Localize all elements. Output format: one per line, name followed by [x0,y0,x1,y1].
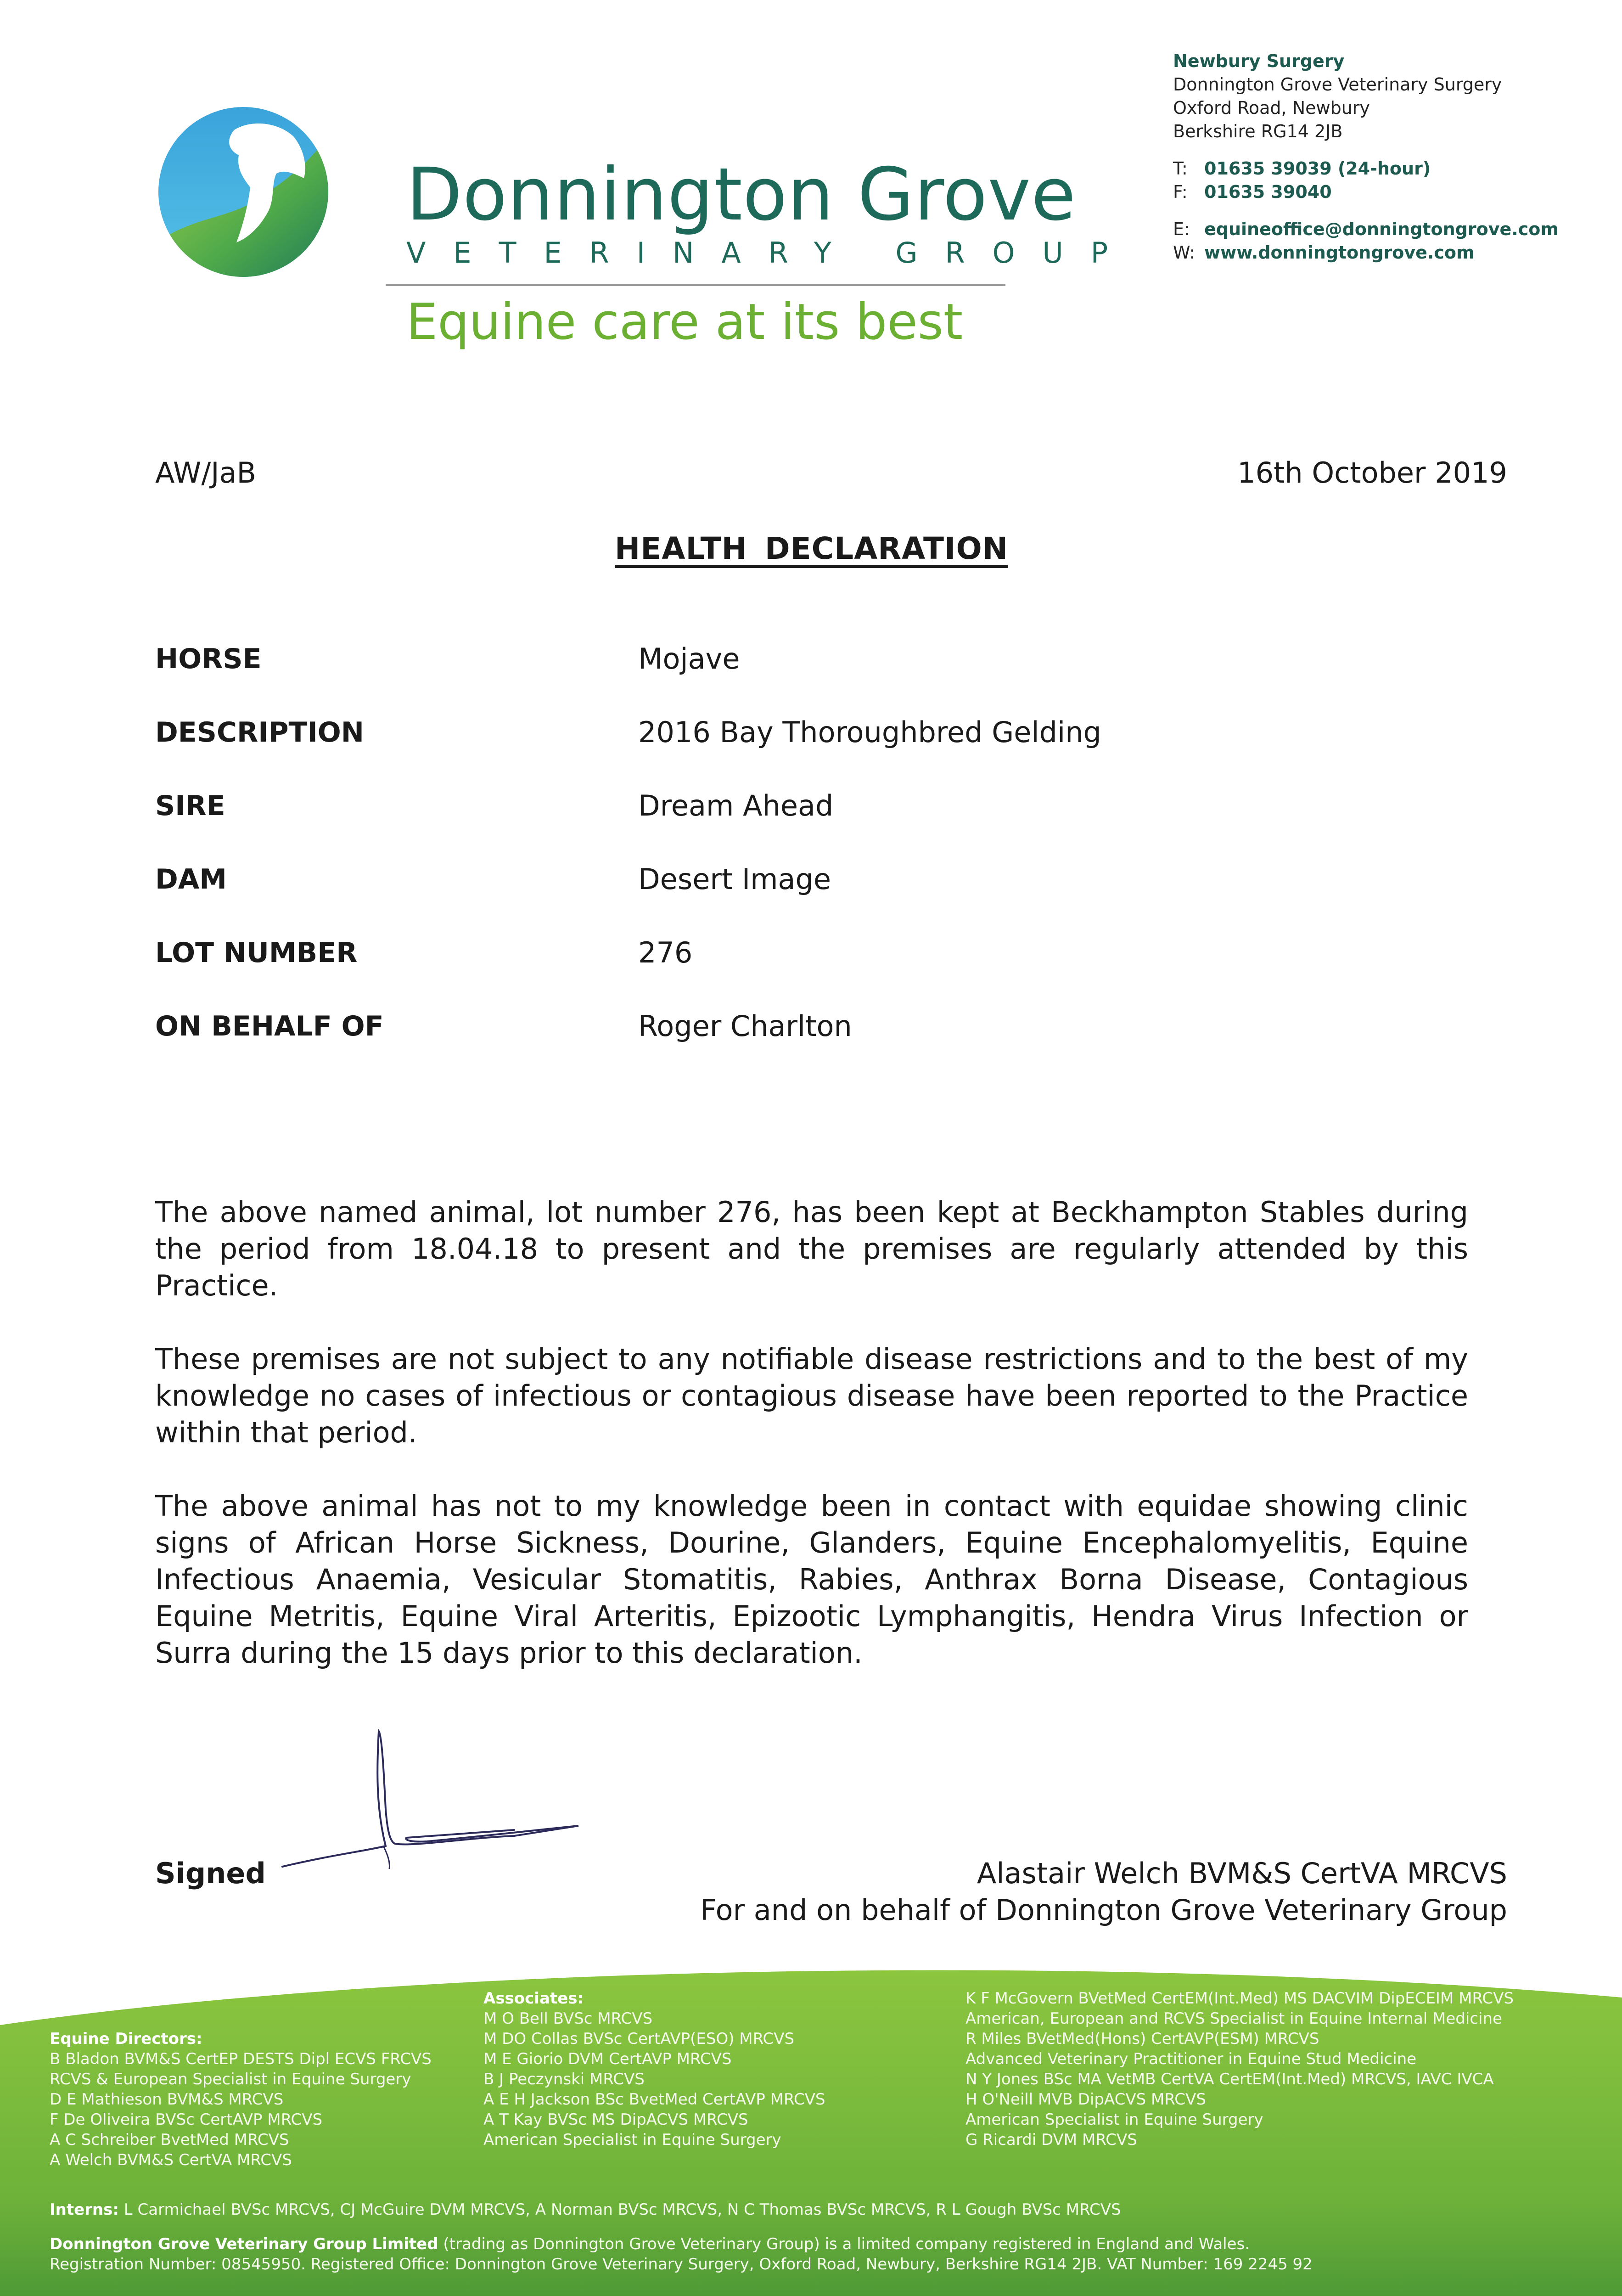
detail-row [155,934,1487,1008]
phone-number: 01635 39039 (24-hour) [1204,158,1431,179]
letter-reference: AW/JaB [155,456,257,490]
brand-divider [386,284,1005,286]
handwritten-signature [275,1717,643,1878]
list-item: F De Oliveira BVSc CertAVP MRCVS [50,2110,323,2129]
detail-value: 276 [638,936,693,969]
web-label: W: [1173,242,1195,263]
detail-row [155,1008,1487,1081]
detail-label: SIRE [155,790,225,822]
list-item: N Y Jones BSc MA VetMB CertVA CertEM(Int.Med) MRCVS, IAVC IVCA [965,2070,1494,2088]
registration-line: Registration Number: 08545950. Registered Office: Donnington Grove Veterinary Surgery, Oxford Road, Newbury, Berkshire RG14 2JB. VAT Number: 169 2245 92 [50,2255,1313,2273]
company-text: (trading as Donnington Grove Veterinary Group) is a limited company registered in England and Wales. [443,2235,1250,2253]
detail-label: ON BEHALF OF [155,1010,384,1042]
list-item: B Bladon BVM&S CertEP DESTS Dipl ECVS FRCVS [50,2050,432,2068]
interns-heading: Interns: [50,2200,119,2219]
detail-value: Dream Ahead [638,789,834,822]
list-item: A C Schreiber BvetMed MRCVS [50,2131,289,2149]
list-item: American Specialist in Equine Surgery [483,2131,781,2149]
list-item: A T Kay BVSc MS DipACVS MRCVS [483,2110,748,2129]
letter-date: 16th October 2019 [1237,456,1507,490]
detail-value: Roger Charlton [638,1009,852,1043]
directors-heading: Equine Directors: [50,2030,202,2048]
body-paragraph: The above animal has not to my knowledge been in contact with equidae showing clinic signs of African Horse Sickness, Dourine, Glanders, Equine Encephalomyelitis, Equine Infectious Anaemia, Vesicular Stomatitis, Rabies, Anthrax Borna Disease, Contagious Equine Metritis, Equine Viral Arteritis, Epizootic Lymphangitis, Hendra Virus Infection or Surra during the 15 days prior to this declaration. [155,1489,1468,1670]
declaration-body [155,1194,1468,1708]
company-name: Donnington Grove Veterinary Group Limited [50,2235,438,2253]
list-item: K F McGovern BVetMed CertEM(Int.Med) MS DACVIM DipECEIM MRCVS [965,1989,1514,2008]
signed-label: Signed [155,1857,266,1890]
address-line: Berkshire RG14 2JB [1173,121,1343,141]
brand-name: Donnington Grove [406,152,1077,237]
list-item: Advanced Veterinary Practitioner in Equine Stud Medicine [965,2050,1417,2068]
detail-value: 2016 Bay Thoroughbred Gelding [638,715,1101,749]
list-item: RCVS & European Specialist in Equine Surgery [50,2070,411,2088]
brand-subtitle: VETERINARY GROUP [406,236,1136,270]
branch-name: Newbury Surgery [1173,51,1345,71]
email-link[interactable]: equineoffice@donningtongrove.com [1204,219,1559,239]
practice-logo [156,105,331,279]
signatory-block [589,1855,1507,1929]
detail-row [155,714,1487,788]
list-item: American, European and RCVS Specialist in Equine Internal Medicine [965,2009,1502,2028]
list-item: A Welch BVM&S CertVA MRCVS [50,2151,292,2169]
associates-heading: Associates: [483,1989,584,2008]
footer-background [0,1961,1622,2296]
list-item: R Miles BVetMed(Hons) CertAVP(ESM) MRCVS [965,2030,1319,2048]
website-link[interactable]: www.donningtongrove.com [1204,242,1475,263]
interns-names: L Carmichael BVSc MRCVS, CJ McGuire DVM MRCVS, A Norman BVSc MRCVS, N C Thomas BVSc MRCVS, R L Gough BVSc MRCVS [123,2200,1121,2219]
detail-label: DESCRIPTION [155,716,365,748]
list-item: American Specialist in Equine Surgery [965,2110,1263,2129]
document-title: HEALTH DECLARATION [615,531,1008,566]
list-item: H O'Neill MVB DipACVS MRCVS [965,2090,1206,2109]
address-line: Oxford Road, Newbury [1173,98,1370,118]
body-paragraph: The above named animal, lot number 276, has been kept at Beckhampton Stables during the period from 18.04.18 to present and the premises are regularly attended by this Practice. [155,1195,1468,1302]
detail-row [155,788,1487,861]
detail-label: HORSE [155,643,262,675]
list-item: M DO Collas BVSc CertAVP(ESO) MRCVS [483,2030,795,2048]
fax-label: F: [1173,182,1188,202]
horse-details [155,641,1487,1081]
body-paragraph: These premises are not subject to any notifiable disease restrictions and to the best of my knowledge no cases of infectious or contagious disease have been reported to the Practice within that period. [155,1342,1468,1449]
list-item: A E H Jackson BSc BvetMed CertAVP MRCVS [483,2090,825,2109]
detail-value: Mojave [638,642,740,675]
signatory-name: Alastair Welch BVM&S CertVA MRCVS [977,1857,1507,1890]
phone-label: T: [1173,158,1188,179]
contact-block [1173,50,1614,264]
fax-number: 01635 39040 [1204,182,1332,202]
detail-label: LOT NUMBER [155,937,358,969]
list-item: G Ricardi DVM MRCVS [965,2131,1137,2149]
list-item: D E Mathieson BVM&S MRCVS [50,2090,284,2109]
signatory-role: For and on behalf of Donnington Grove Veterinary Group [700,1893,1507,1927]
email-label: E: [1173,219,1190,239]
brand-tagline: Equine care at its best [406,293,963,351]
list-item: M O Bell BVSc MRCVS [483,2009,653,2028]
address-line: Donnington Grove Veterinary Surgery [1173,74,1502,95]
detail-row [155,861,1487,934]
list-item: B J Peczynski MRCVS [483,2070,645,2088]
detail-value: Desert Image [638,862,831,896]
list-item: M E Giorio DVM CertAVP MRCVS [483,2050,732,2068]
detail-row [155,641,1487,714]
detail-label: DAM [155,863,227,895]
